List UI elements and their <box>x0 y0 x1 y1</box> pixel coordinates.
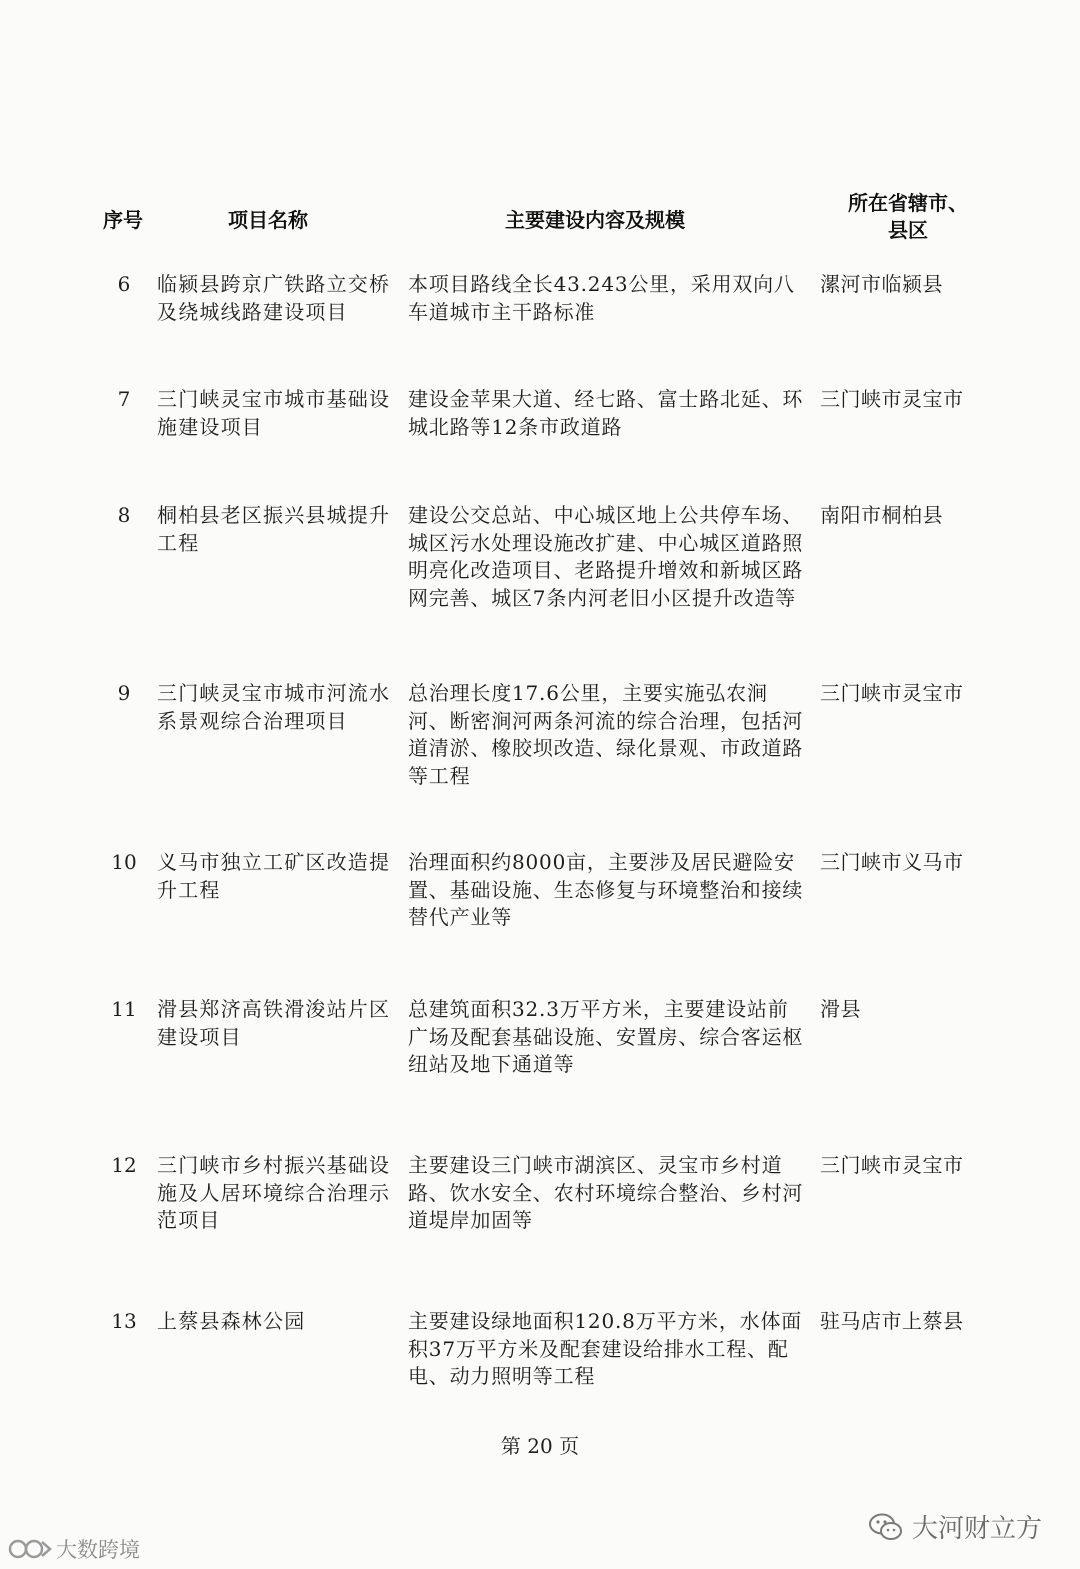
header-project-name: 项目名称 <box>228 208 308 232</box>
row-location: 三门峡市灵宝市 <box>820 681 964 705</box>
watermark-right-text: 大河财立方 <box>911 1514 1042 1544</box>
row-construction-content: 总建筑面积32.3万平方米，主要建设站前广场及配套基础设施、安置房、综合客运枢纽站及地下通道等 <box>408 997 804 1076</box>
header-serial-number: 序号 <box>103 208 143 232</box>
row-location: 三门峡市灵宝市 <box>820 387 964 411</box>
row-serial-number: 7 <box>117 387 131 411</box>
row-project-name: 义马市独立工矿区改造提升工程 <box>157 850 391 902</box>
row-location: 三门峡市义马市 <box>820 850 964 874</box>
row-serial-number: 10 <box>111 850 137 874</box>
watermark-left <box>8 1534 140 1564</box>
row-project-name: 桐柏县老区振兴县城提升工程 <box>157 503 391 555</box>
row-construction-content: 主要建设三门峡市湖滨区、灵宝市乡村道路、饮水安全、农村环境综合整治、乡村河道堤岸加固等 <box>408 1153 804 1232</box>
row-serial-number: 8 <box>117 503 131 527</box>
row-construction-content: 主要建设绿地面积120.8万平方米，水体面积37万平方米及配套建设给排水工程、配电、动力照明等工程 <box>408 1309 803 1388</box>
wechat-icon <box>868 1512 904 1542</box>
watermark-left-text: 大数跨境 <box>56 1538 140 1562</box>
row-project-name: 三门峡灵宝市城市基础设施建设项目 <box>157 387 391 439</box>
row-serial-number: 11 <box>111 997 137 1021</box>
header-location-line2: 县区 <box>888 218 928 242</box>
row-serial-number: 6 <box>117 272 131 296</box>
row-construction-content: 治理面积约8000亩，主要涉及居民避险安置、基础设施、生态修复与环境整治和接续替代产业等 <box>408 850 804 929</box>
row-location: 滑县 <box>820 997 861 1021</box>
row-project-name: 上蔡县森林公园 <box>157 1309 306 1333</box>
row-project-name: 临颍县跨京广铁路立交桥及绕城线路建设项目 <box>157 272 391 324</box>
row-location: 三门峡市灵宝市 <box>820 1153 964 1177</box>
brand-logo-icon <box>8 1536 52 1562</box>
row-construction-content: 建设公交总站、中心城区地上公共停车场、城区污水处理设施改扩建、中心城区道路照明亮化改造项目、老路提升增效和新城区路网完善、城区7条内河老旧小区提升改造等 <box>408 503 804 610</box>
row-serial-number: 13 <box>111 1309 137 1333</box>
row-serial-number: 12 <box>111 1153 137 1177</box>
header-location <box>838 190 978 244</box>
row-construction-content: 本项目路线全长43.243公里，采用双向八车道城市主干路标准 <box>408 272 795 324</box>
row-location: 驻马店市上蔡县 <box>820 1309 964 1333</box>
watermark-right <box>868 1508 1042 1545</box>
row-project-name: 三门峡灵宝市城市河流水系景观综合治理项目 <box>157 681 391 733</box>
row-location: 漯河市临颍县 <box>820 272 943 296</box>
header-construction-content: 主要建设内容及规模 <box>505 208 685 232</box>
page-number: 第 20 页 <box>500 1434 580 1458</box>
row-project-name: 滑县郑济高铁滑浚站片区建设项目 <box>157 997 391 1049</box>
row-construction-content: 建设金苹果大道、经七路、富士路北延、环城北路等12条市政道路 <box>408 387 804 439</box>
row-construction-content: 总治理长度17.6公里，主要实施弘农涧河、断密涧河两条河流的综合治理，包括河道清淤、橡胶坝改造、绿化景观、市政道路等工程 <box>408 681 804 788</box>
row-project-name: 三门峡市乡村振兴基础设施及人居环境综合治理示范项目 <box>157 1153 391 1232</box>
header-location-line1: 所在省辖市、 <box>848 191 968 215</box>
row-serial-number: 9 <box>117 681 131 705</box>
row-location: 南阳市桐柏县 <box>820 503 943 527</box>
